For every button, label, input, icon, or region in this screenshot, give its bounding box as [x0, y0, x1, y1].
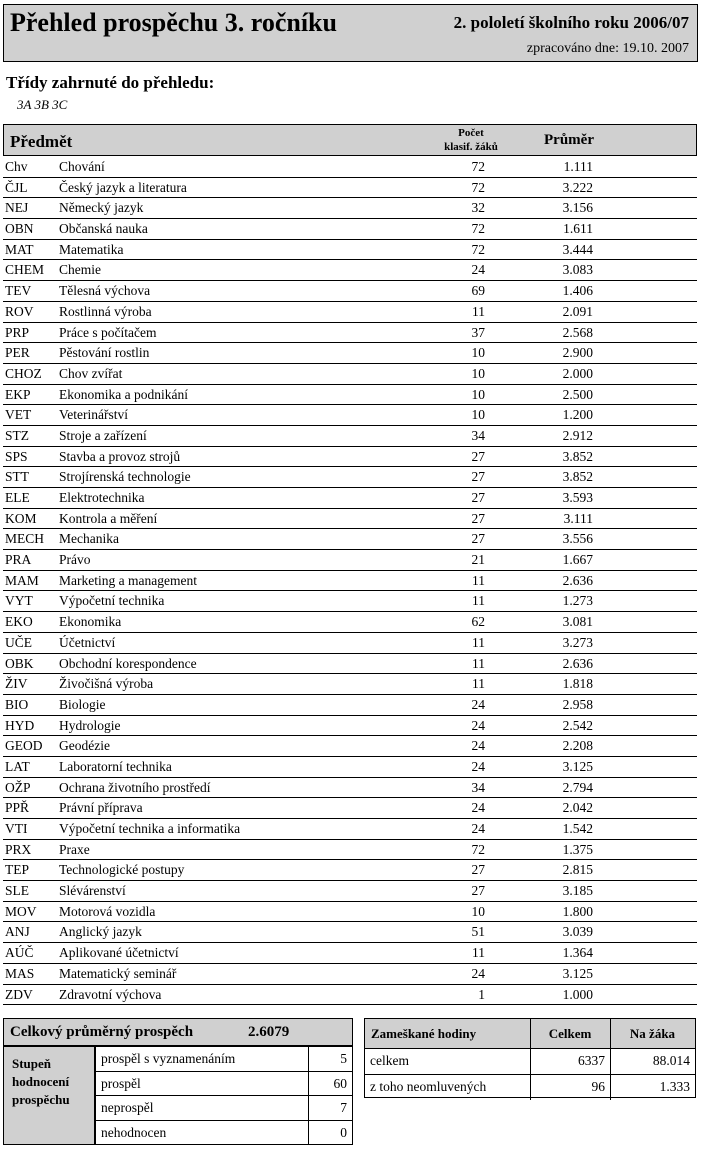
- grade-count: 60: [333, 1075, 347, 1091]
- subject-code: ZDV: [5, 986, 33, 1002]
- count-header-line-1: Počet: [458, 127, 484, 139]
- subject-name: Strojírenská technologie: [59, 469, 191, 485]
- subject-name: Technologické postupy: [59, 862, 185, 878]
- subject-name: Biologie: [59, 696, 106, 712]
- student-count: 24: [471, 696, 485, 712]
- subject-code: AÚČ: [5, 945, 34, 961]
- table-row: [3, 343, 697, 364]
- student-count: 27: [471, 510, 485, 526]
- subject-name: Hydrologie: [59, 717, 121, 733]
- student-count: 10: [471, 903, 485, 919]
- table-row: [3, 840, 697, 861]
- absence-label: z toho neomluvených: [370, 1079, 487, 1094]
- grade-name: nehodnocen: [101, 1124, 167, 1140]
- average-column-header: Průměr: [544, 132, 594, 148]
- student-count: 37: [471, 324, 485, 340]
- subject-average: 1.611: [563, 221, 593, 237]
- grade-label-line-1: Stupeň: [12, 1056, 52, 1071]
- student-count: 32: [471, 200, 485, 216]
- subject-name: Chemie: [59, 262, 101, 278]
- subject-code: ŽIV: [5, 676, 28, 692]
- table-row: [3, 488, 697, 509]
- subject-average: 2.542: [562, 717, 593, 733]
- overall-average-label: Celkový průměrný prospěch: [10, 1024, 194, 1040]
- table-row: [3, 736, 697, 757]
- subject-name: Marketing a management: [59, 572, 197, 588]
- subject-name: Právní příprava: [59, 800, 143, 816]
- subject-code: VTI: [5, 821, 28, 836]
- subject-name: Chování: [59, 159, 105, 174]
- grade-section-label: [3, 1046, 95, 1145]
- subject-name: Veterinářství: [59, 407, 128, 423]
- table-row: [3, 219, 697, 240]
- absence-per-student: 88.014: [652, 1053, 690, 1068]
- subject-average: 3.125: [562, 758, 593, 774]
- student-count: 11: [472, 634, 485, 650]
- student-count: 11: [472, 593, 485, 609]
- table-row: [3, 654, 697, 675]
- subject-name: Živočišná výroba: [59, 676, 154, 692]
- subject-average: 3.852: [562, 448, 593, 464]
- subject-name: Praxe: [59, 841, 90, 857]
- subject-name: Anglický jazyk: [59, 924, 142, 940]
- school-period: 2. pololetí školního roku 2006/07: [453, 13, 689, 32]
- table-row: [3, 529, 697, 550]
- subject-code: GEOD: [5, 738, 43, 754]
- student-count: 11: [472, 303, 485, 319]
- subject-name: Kontrola a měření: [59, 510, 158, 526]
- subject-code: OBN: [5, 221, 34, 237]
- table-row: [3, 695, 697, 716]
- subject-average: 1.000: [562, 986, 593, 1002]
- student-count: 24: [471, 965, 485, 981]
- subject-average: 2.636: [562, 572, 593, 588]
- table-row: [3, 943, 697, 964]
- subject-code: PPŘ: [5, 800, 30, 816]
- subject-average: 2.912: [562, 427, 593, 443]
- table-row: [3, 260, 697, 281]
- student-count: 62: [471, 614, 485, 630]
- subject-name: Matematický seminář: [59, 965, 177, 981]
- student-count: 27: [471, 469, 485, 485]
- subject-code: TEP: [5, 862, 30, 878]
- student-count: 24: [471, 262, 485, 278]
- subject-code: EKO: [5, 614, 33, 630]
- subject-name: Rostlinná výroba: [59, 303, 152, 319]
- grade-count: 0: [340, 1124, 347, 1140]
- table-row: [3, 323, 697, 344]
- subject-name: Ekonomika: [59, 614, 122, 630]
- subject-name: Geodézie: [59, 738, 110, 754]
- subject-average: 2.000: [562, 365, 593, 381]
- subject-name: Slévárenství: [59, 883, 126, 899]
- subjects-table-header: [3, 124, 697, 156]
- subject-code: PRX: [5, 841, 32, 857]
- absence-table-header: [365, 1019, 695, 1049]
- student-count: 10: [471, 386, 485, 402]
- subject-average: 3.081: [562, 614, 593, 630]
- student-count: 72: [471, 841, 485, 857]
- table-row: [3, 778, 697, 799]
- subject-name: Aplikované účetnictví: [59, 945, 179, 961]
- subject-average: 3.083: [562, 262, 593, 278]
- absence-row: [365, 1049, 695, 1075]
- grade-label-line-3: prospěchu: [12, 1092, 70, 1107]
- student-count: 72: [471, 221, 485, 237]
- student-count: 27: [471, 448, 485, 464]
- table-row: [3, 281, 697, 302]
- subject-code: TEV: [5, 283, 32, 299]
- table-row: [3, 819, 697, 840]
- table-row: [3, 674, 697, 695]
- subject-average: 2.958: [562, 696, 593, 712]
- subject-average: 2.568: [562, 324, 593, 340]
- report-title: Přehled prospěchu 3. ročníku: [10, 8, 337, 37]
- student-count: 24: [471, 738, 485, 754]
- table-row: [3, 467, 697, 488]
- subject-code: CHOZ: [5, 365, 42, 381]
- student-count: 11: [472, 655, 485, 671]
- subject-average: 2.900: [562, 345, 593, 361]
- subject-average: 1.200: [562, 407, 593, 423]
- subject-average: 1.273: [562, 593, 593, 609]
- subject-average: 1.667: [562, 552, 593, 568]
- subject-code: ANJ: [5, 924, 30, 940]
- grade-row: [96, 1121, 352, 1146]
- subject-code: OŽP: [5, 779, 31, 795]
- subject-average: 2.091: [562, 303, 593, 319]
- student-count: 11: [472, 676, 485, 692]
- subject-average: 2.042: [562, 800, 593, 816]
- student-count: 11: [472, 572, 485, 588]
- subject-average: 3.444: [562, 241, 593, 257]
- subject-name: Německý jazyk: [59, 200, 144, 216]
- student-count: 72: [471, 159, 485, 174]
- table-row: [3, 757, 697, 778]
- grade-name: prospěl s vyznamenáním: [101, 1051, 236, 1066]
- student-count: 27: [471, 490, 485, 505]
- subject-code: SLE: [5, 883, 30, 899]
- subject-average: 1.364: [562, 945, 593, 961]
- grade-row: [96, 1047, 352, 1072]
- subject-code: KOM: [5, 510, 37, 526]
- subject-average: 3.593: [562, 490, 593, 505]
- subject-code: PRP: [5, 324, 30, 340]
- absence-header-label: Zameškané hodiny: [371, 1026, 477, 1041]
- subject-name: Elektrotechnika: [59, 490, 145, 505]
- subject-name: Zdravotní výchova: [59, 986, 162, 1002]
- subject-average: 2.794: [562, 779, 593, 795]
- subject-name: Práce s počítačem: [59, 324, 157, 340]
- table-row: [3, 964, 697, 985]
- subject-average: 1.800: [562, 903, 593, 919]
- table-row: [3, 405, 697, 426]
- subject-average: 3.039: [562, 924, 593, 940]
- absence-label: celkem: [370, 1053, 409, 1068]
- subject-name: Výpočetní technika: [59, 593, 165, 609]
- processed-date: zpracováno dne: 19.10. 2007: [526, 41, 689, 56]
- table-row: [3, 198, 697, 219]
- grade-row: [96, 1072, 352, 1097]
- absence-total: 6337: [578, 1053, 605, 1068]
- student-count: 10: [471, 345, 485, 361]
- subject-code: MAM: [5, 572, 39, 588]
- absence-total-header: Celkem: [548, 1026, 592, 1041]
- subject-name: Tělesná výchova: [59, 283, 151, 299]
- subject-column-header: Předmět: [10, 132, 73, 151]
- classes-list: 3A 3B 3C: [17, 97, 68, 112]
- subject-code: MAS: [5, 965, 35, 981]
- table-row: [3, 509, 697, 530]
- student-count: 72: [471, 241, 485, 257]
- table-row: [3, 571, 697, 592]
- count-column-header: [436, 126, 506, 154]
- table-row: [3, 550, 697, 571]
- subject-average: 3.125: [562, 965, 593, 981]
- absence-total: 96: [591, 1079, 605, 1094]
- subject-code: EKP: [5, 386, 31, 402]
- table-row: [3, 157, 697, 178]
- subject-average: 3.111: [563, 510, 593, 526]
- subject-code: ROV: [5, 303, 34, 319]
- grade-name: prospěl: [101, 1075, 141, 1091]
- subject-code: MAT: [5, 241, 34, 257]
- table-row: [3, 860, 697, 881]
- table-row: [3, 426, 697, 447]
- table-row: [3, 922, 697, 943]
- subject-name: Stroje a zařízení: [59, 427, 147, 443]
- subject-average: 2.636: [562, 655, 593, 671]
- subject-average: 3.273: [562, 634, 593, 650]
- subject-average: 1.406: [562, 283, 593, 299]
- table-row: [3, 902, 697, 923]
- subject-code: LAT: [5, 758, 30, 774]
- table-row: [3, 612, 697, 633]
- overall-average-value: 2.6079: [248, 1024, 290, 1040]
- subject-name: Občanská nauka: [59, 221, 148, 237]
- subject-code: MOV: [5, 903, 37, 919]
- table-row: [3, 633, 697, 654]
- subject-name: Motorová vozidla: [59, 903, 156, 919]
- table-row: [3, 178, 697, 199]
- subject-code: VYT: [5, 593, 33, 609]
- subject-code: BIO: [5, 696, 29, 712]
- subject-average: 1.375: [562, 841, 593, 857]
- subject-average: 2.208: [562, 738, 593, 754]
- student-count: 34: [471, 779, 485, 795]
- subject-average: 1.111: [563, 159, 593, 174]
- grade-row: [96, 1096, 352, 1121]
- student-count: 24: [471, 800, 485, 816]
- student-count: 21: [471, 552, 485, 568]
- table-row: [3, 302, 697, 323]
- student-count: 27: [471, 531, 485, 547]
- student-count: 24: [471, 717, 485, 733]
- grade-name: neprospěl: [101, 1100, 154, 1115]
- subject-average: 1.542: [562, 821, 593, 836]
- subject-average: 3.852: [562, 469, 593, 485]
- student-count: 27: [471, 883, 485, 899]
- table-row: [3, 881, 697, 902]
- grade-table: [95, 1046, 353, 1145]
- subject-name: Ochrana životního prostředí: [59, 779, 211, 795]
- subject-name: Výpočetní technika a informatika: [59, 821, 241, 836]
- subject-name: Stavba a provoz strojů: [59, 448, 181, 464]
- subject-name: Ekonomika a podnikání: [59, 386, 188, 402]
- absence-table: [364, 1018, 696, 1098]
- grade-count: 5: [340, 1051, 347, 1066]
- student-count: 27: [471, 862, 485, 878]
- student-count: 24: [471, 821, 485, 836]
- subject-name: Právo: [59, 552, 91, 568]
- absence-row: [365, 1075, 695, 1100]
- table-row: [3, 364, 697, 385]
- subject-code: HYD: [5, 717, 35, 733]
- subject-name: Pěstování rostlin: [59, 345, 150, 361]
- table-row: [3, 716, 697, 737]
- grade-label-line-2: hodnocení: [12, 1074, 70, 1089]
- table-row: [3, 591, 697, 612]
- absence-per-student: 1.333: [659, 1079, 690, 1094]
- classes-heading: Třídy zahrnuté do přehledu:: [6, 73, 215, 92]
- subject-code: OBK: [5, 655, 34, 671]
- subject-name: Matematika: [59, 241, 124, 257]
- subject-name: Mechanika: [59, 531, 119, 547]
- subject-name: Chov zvířat: [59, 365, 123, 381]
- subject-average: 3.185: [562, 883, 593, 899]
- subject-code: PRA: [5, 552, 32, 568]
- subject-code: ELE: [5, 490, 30, 505]
- student-count: 11: [472, 945, 485, 961]
- subjects-table-body: [3, 157, 697, 1005]
- table-row: [3, 385, 697, 406]
- table-row: [3, 798, 697, 819]
- student-count: 69: [471, 283, 485, 299]
- subject-code: STZ: [5, 427, 30, 443]
- grade-count: 7: [340, 1100, 347, 1115]
- subject-code: CHEM: [5, 262, 45, 278]
- student-count: 10: [471, 365, 485, 381]
- subject-code: Chv: [5, 159, 28, 174]
- subject-code: PER: [5, 345, 30, 361]
- subject-code: ČJL: [5, 179, 28, 195]
- table-row: [3, 447, 697, 468]
- subject-code: UČE: [5, 634, 32, 650]
- overall-average: [3, 1018, 353, 1046]
- count-header-line-2: klasif. žáků: [444, 141, 498, 153]
- student-count: 10: [471, 407, 485, 423]
- subject-code: NEJ: [5, 200, 29, 216]
- student-count: 24: [471, 758, 485, 774]
- subject-code: VET: [5, 407, 32, 423]
- subject-code: STT: [5, 469, 30, 485]
- student-count: 34: [471, 427, 485, 443]
- subject-name: Laboratorní technika: [59, 758, 172, 774]
- subject-name: Obchodní korespondence: [59, 655, 197, 671]
- student-count: 51: [471, 924, 485, 940]
- student-count: 1: [478, 986, 485, 1002]
- subject-average: 2.815: [562, 862, 593, 878]
- absence-per-header: Na žáka: [629, 1026, 676, 1041]
- student-count: 72: [471, 179, 485, 195]
- subject-average: 2.500: [562, 386, 593, 402]
- subject-code: MECH: [5, 531, 45, 547]
- table-row: [3, 985, 697, 1006]
- subject-name: Český jazyk a literatura: [59, 179, 187, 195]
- subject-average: 1.818: [562, 676, 593, 692]
- table-row: [3, 240, 697, 261]
- subject-code: SPS: [5, 448, 28, 464]
- subject-average: 3.156: [562, 200, 593, 216]
- subject-average: 3.556: [562, 531, 593, 547]
- report-header: [3, 4, 698, 62]
- subject-average: 3.222: [562, 179, 593, 195]
- subject-name: Účetnictví: [59, 634, 116, 650]
